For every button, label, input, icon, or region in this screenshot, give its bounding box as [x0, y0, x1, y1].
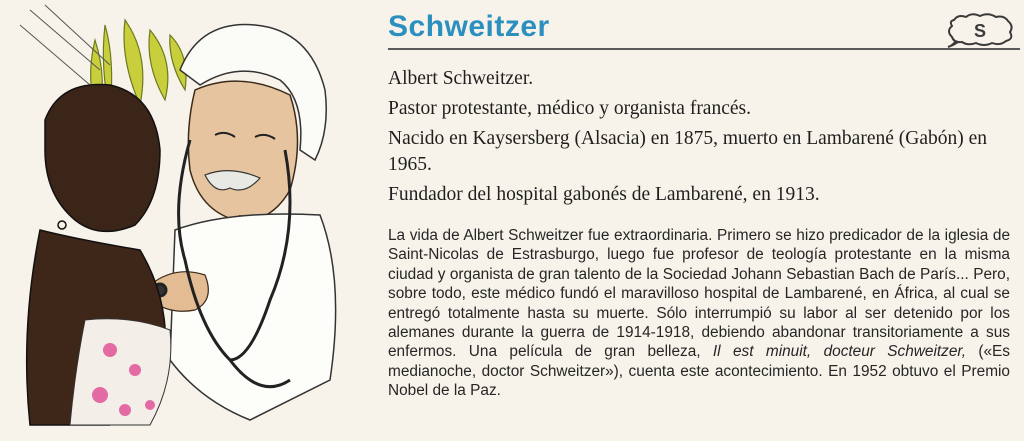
bio-text-part2: («Es medianoche, doctor Schweitzer»), cuenta este acontecimiento. En 1952 obtuvo el Premio Nobel de la Paz. [388, 343, 1010, 400]
fact-hospital: Fundador del hospital gabonés de Lambarené, en 1913. [388, 184, 820, 205]
key-facts [388, 66, 1020, 212]
badge-letter: S [973, 21, 987, 41]
biography-paragraph [388, 226, 1010, 401]
fact-birth-death: Nacido en Kaysersberg (Alsacia) en 1875, muerto en Lambarené (Gabón) en 1965. [388, 128, 988, 175]
speech-bubble-s-icon [944, 12, 1016, 48]
fact-profession: Pastor protestante, médico y organista francés. [388, 98, 751, 119]
film-title: Il est minuit, docteur Schweitzer, [712, 343, 966, 361]
title-divider [388, 48, 1020, 50]
page-title: Schweitzer [388, 10, 550, 43]
child-figure [27, 84, 171, 425]
doctor-child-illustration [0, 0, 380, 441]
bio-text-part1: La vida de Albert Schweitzer fue extraordinaria. Primero se hizo predicador de la iglesia de Saint-Nicolas de Estrasburgo, luego fue profesor de teología protestante en la misma ciudad y organista de gran talento de la Sociedad Johann Sebastian Bach de París... Pero, sobre todo, este médico fundó el maravilloso hospital de Lambarené, en África, al cual se entregó totalmente hasta su muerte. Sólo interrumpió su labor al ser detenido por los alemanes durante la guerra de 1914-1918, debiendo abandonar transitoriamente a sus enfermos. Una película de gran belleza, [388, 227, 1010, 361]
fact-name: Albert Schweitzer. [388, 68, 534, 89]
